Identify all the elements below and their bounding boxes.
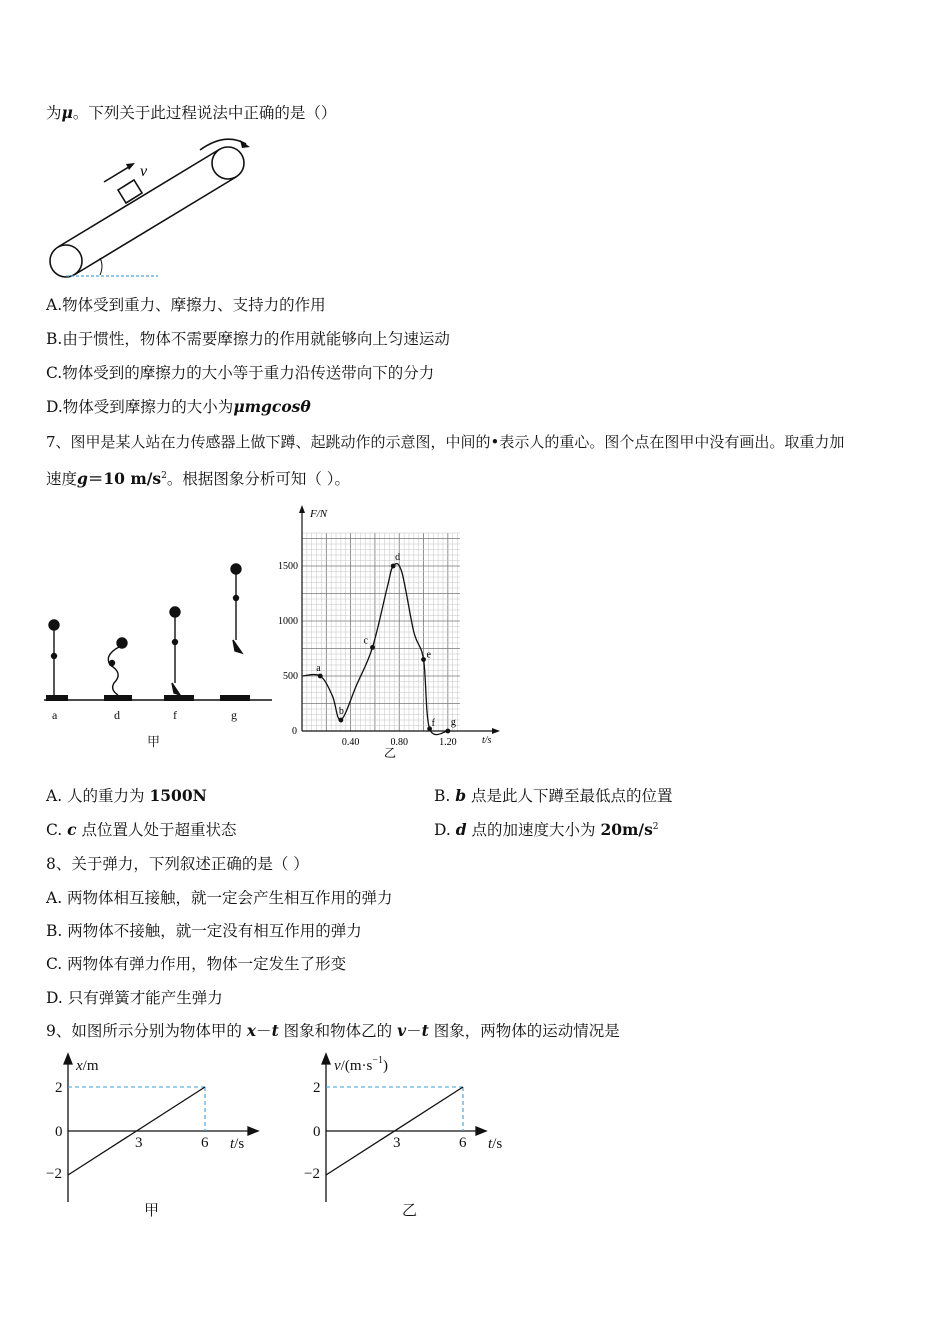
belt-bottom xyxy=(74,177,236,275)
q7-option-d-exponent: 2 xyxy=(652,822,659,832)
graph-yi-tick-0: 0 xyxy=(313,1124,321,1140)
q7-option-a[interactable] xyxy=(46,786,207,806)
chart-y-tick-label: 1000 xyxy=(278,616,298,627)
q8-stem: 8、关于弹力，下列叙述正确的是（ ） xyxy=(46,855,309,873)
q7-option-c-prefix: C. xyxy=(46,821,68,839)
pose-label-d: d xyxy=(114,708,120,722)
q9-stem-text-b: 图象和物体乙的 xyxy=(278,1022,398,1040)
graph-yi-ylabel: $v/(m\cdot s^{-1})$ xyxy=(334,1055,388,1074)
q9-minus-2: － xyxy=(406,1022,422,1040)
pose-label-g: g xyxy=(231,708,237,722)
q6-option-d[interactable] xyxy=(46,397,311,417)
graph-yi-tick-3: 3 xyxy=(393,1135,401,1151)
chart-origin-label: 0 xyxy=(292,726,297,737)
q6-stem-text-b: 。下列关于此过程说法中正确的是（） xyxy=(72,104,337,122)
q7-stem-line2 xyxy=(46,469,350,489)
q9-x-var: x xyxy=(246,1021,257,1040)
graph-yi-y-arrow xyxy=(322,1054,330,1064)
belt-top xyxy=(58,149,220,247)
pose-a-figure xyxy=(49,620,59,695)
gravity-value: ＝10 m/s xyxy=(87,469,162,488)
q7-option-b-var: b xyxy=(455,786,467,805)
graph-jia-tick-0: 0 xyxy=(55,1124,63,1140)
graph-yi-xlabel: t/s xyxy=(488,1136,503,1152)
mu-symbol: μ xyxy=(61,103,73,122)
q7-stem-text-a: 速度 xyxy=(46,470,78,488)
q6-option-b[interactable]: B.由于惯性，物体不需要摩擦力的作用就能够向上匀速运动 xyxy=(46,330,450,348)
sensor-pad-g xyxy=(220,695,250,701)
graph-jia-caption: 甲 xyxy=(144,1203,160,1219)
pose-label-f: f xyxy=(173,708,177,722)
gravity-symbol: g xyxy=(77,469,88,488)
chart-y-tick-label: 1500 xyxy=(278,561,298,572)
graph-jia-ylabel: x/m xyxy=(76,1058,99,1074)
chart-y-label: F/N xyxy=(310,508,328,520)
chart-x-tick-label: 0.80 xyxy=(390,737,408,748)
pose-d-figure xyxy=(108,638,127,695)
point-label-g: g xyxy=(450,717,456,728)
q7-option-b-prefix: B. xyxy=(434,787,456,805)
q8-option-a[interactable]: A. 两物体相互接触，就一定会产生相互作用的弹力 xyxy=(46,889,393,907)
q6-option-d-formula: μmgcosθ xyxy=(233,397,311,416)
point-label-e: e xyxy=(426,649,431,661)
angle-arc xyxy=(100,258,102,275)
q7-option-d-prefix: D. xyxy=(434,821,456,839)
point-label-c: c xyxy=(363,635,368,647)
q6-option-c[interactable]: C.物体受到的摩擦力的大小等于重力沿传送带向下的分力 xyxy=(46,364,435,382)
q7-option-a-text: A. 人的重力为 xyxy=(46,787,150,805)
point-b xyxy=(338,718,343,723)
graph-jia-xt xyxy=(40,1050,280,1225)
graph-yi-tick-6: 6 xyxy=(459,1135,467,1151)
point-label-d: d xyxy=(395,552,401,563)
graph-yi-tick-neg2: −2 xyxy=(304,1166,320,1182)
graph-jia-tick-neg2: −2 xyxy=(46,1166,62,1182)
conveyor-belt-figure xyxy=(40,130,260,285)
q7-option-c-text: 点位置人处于超重状态 xyxy=(76,821,237,839)
q7-option-c[interactable] xyxy=(46,820,237,840)
point-d xyxy=(391,564,396,569)
pose-f-figure xyxy=(170,607,180,695)
rotation-arrow-head xyxy=(240,140,250,148)
point-g xyxy=(445,729,450,734)
q9-stem-text-a: 9、如图所示分别为物体甲的 xyxy=(46,1022,247,1040)
block xyxy=(118,180,142,203)
graph-yi-vt xyxy=(298,1050,538,1225)
q9-stem-text-c: 图象，两物体的运动情况是 xyxy=(428,1022,620,1040)
figure-yi-force-chart xyxy=(270,505,510,765)
chart-x-arrow xyxy=(492,728,500,734)
q9-stem xyxy=(46,1021,620,1041)
q8-option-d[interactable]: D. 只有弹簧才能产生弹力 xyxy=(46,989,223,1007)
graph-jia-y-arrow xyxy=(64,1054,72,1064)
q6-stem-text-a: 为 xyxy=(46,104,62,122)
q9-minus-1: － xyxy=(256,1022,272,1040)
sensor-pad-f xyxy=(164,695,194,701)
q7-option-a-value: 1500N xyxy=(149,786,207,805)
q6-option-d-text: D.物体受到摩擦力的大小为 xyxy=(46,398,234,416)
point-label-f: f xyxy=(431,717,435,729)
pose-g-figure xyxy=(231,564,242,653)
q7-option-c-var: c xyxy=(67,820,77,839)
graph-yi-caption: 乙 xyxy=(402,1203,418,1219)
graph-jia-x-arrow xyxy=(248,1127,258,1135)
q7-option-d-value: 20m/s xyxy=(600,820,653,839)
figure-jia-poses xyxy=(44,555,276,755)
point-e xyxy=(421,657,426,662)
q8-option-b[interactable]: B. 两物体不接触，就一定没有相互作用的弹力 xyxy=(46,922,362,940)
graph-yi-tick-2: 2 xyxy=(313,1080,321,1096)
figure-yi-caption: 乙 xyxy=(384,746,397,760)
q7-stem-text-c: 。根据图象分析可知（ ）。 xyxy=(166,470,351,488)
q8-option-c[interactable]: C. 两物体有弹力作用，物体一定发生了形变 xyxy=(46,955,347,973)
graph-jia-tick-6: 6 xyxy=(201,1135,209,1151)
q7-option-d-text: 点的加速度大小为 xyxy=(466,821,601,839)
chart-x-label: t/s xyxy=(482,735,492,746)
point-label-b: b xyxy=(338,706,344,717)
point-a xyxy=(318,674,323,679)
sensor-pad-a xyxy=(46,695,68,701)
q7-option-d-var: d xyxy=(455,820,467,839)
q6-option-a[interactable]: A.物体受到重力、摩擦力、支持力的作用 xyxy=(46,296,326,314)
graph-jia-tick-3: 3 xyxy=(135,1135,143,1151)
gravity-exponent: 2 xyxy=(161,471,167,481)
q9-v-var: v xyxy=(397,1021,407,1040)
point-c xyxy=(370,645,375,650)
velocity-arrow-head xyxy=(126,163,135,170)
pose-label-a: a xyxy=(52,708,58,722)
graph-jia-xlabel: t/s xyxy=(230,1136,245,1152)
chart-y-tick-label: 500 xyxy=(283,671,298,682)
graph-yi-x-arrow xyxy=(476,1127,486,1135)
q7-stem-line1: 7、图甲是某人站在力传感器上做下蹲、起跳动作的示意图，中间的•表示人的重心。图个点在图甲中没有画出。取重力加 xyxy=(46,433,845,451)
chart-y-arrow xyxy=(299,505,305,513)
q6-stem-tail xyxy=(46,103,336,123)
point-label-a: a xyxy=(316,663,321,674)
q9-t-var-1: t xyxy=(271,1021,279,1040)
chart-x-tick-label: 1.20 xyxy=(439,737,457,748)
q9-t-var-2: t xyxy=(421,1021,429,1040)
sensor-pad-d xyxy=(104,695,132,701)
q7-option-b[interactable] xyxy=(434,786,673,806)
graph-jia-tick-2: 2 xyxy=(55,1080,63,1096)
figure-jia-caption: 甲 xyxy=(147,734,161,749)
chart-x-tick-label: 0.40 xyxy=(341,737,360,748)
velocity-label: v xyxy=(140,163,148,180)
q7-option-d[interactable] xyxy=(434,820,659,840)
q7-option-b-text: 点是此人下蹲至最低点的位置 xyxy=(466,787,673,805)
